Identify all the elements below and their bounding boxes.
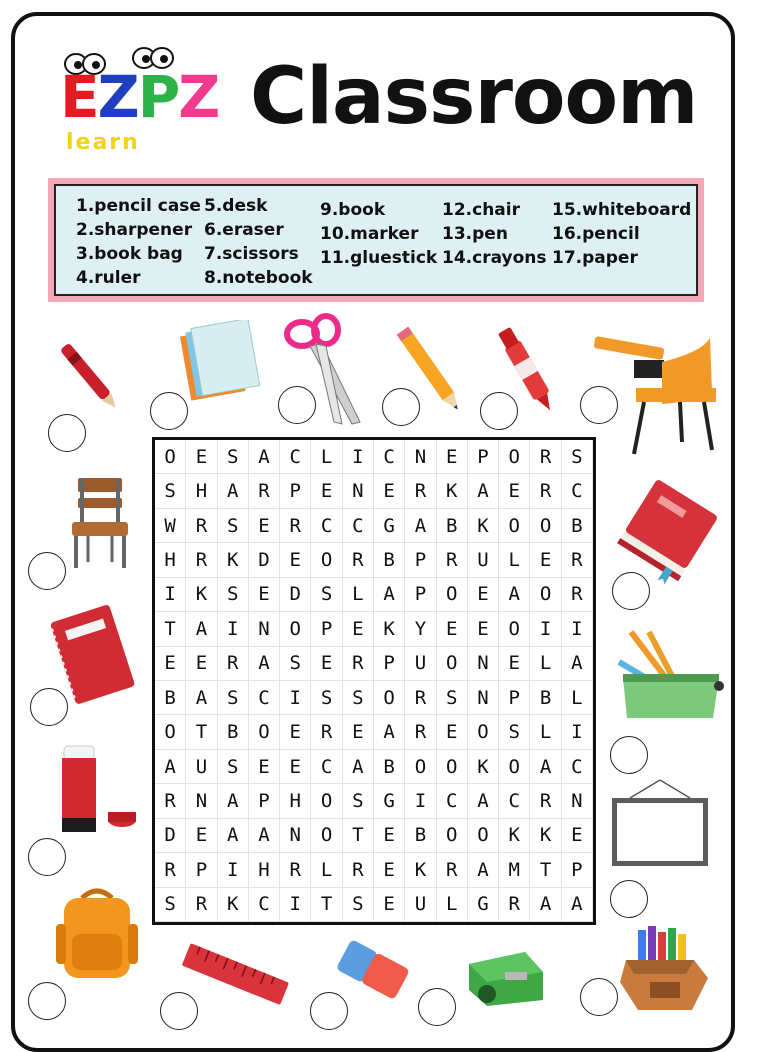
grid-cell[interactable]: K xyxy=(218,543,249,577)
grid-cell[interactable]: C xyxy=(374,440,405,474)
word-item: 3.book bag xyxy=(76,244,183,264)
grid-cell[interactable]: A xyxy=(218,784,249,818)
grid-cell[interactable]: C xyxy=(280,440,311,474)
grid-cell[interactable]: K xyxy=(186,578,217,612)
grid-cell[interactable]: D xyxy=(280,578,311,612)
grid-cell[interactable]: S xyxy=(343,681,374,715)
page-title: Classroom xyxy=(250,52,698,142)
grid-cell[interactable]: B xyxy=(374,543,405,577)
chair-icon xyxy=(68,476,133,571)
grid-cell[interactable]: N xyxy=(562,784,593,818)
word-item: 7.scissors xyxy=(204,244,299,264)
grid-cell[interactable]: I xyxy=(218,612,249,646)
grid-cell[interactable]: S xyxy=(155,474,186,508)
grid-cell[interactable]: R xyxy=(530,440,561,474)
grid-cell[interactable]: G xyxy=(374,784,405,818)
grid-cell[interactable]: A xyxy=(218,819,249,853)
grid-cell[interactable]: O xyxy=(499,440,530,474)
answer-circle[interactable] xyxy=(480,392,518,430)
eraser-icon xyxy=(334,936,410,1002)
word-item: 5.desk xyxy=(204,196,268,216)
grid-cell[interactable]: E xyxy=(374,474,405,508)
grid-cell[interactable]: A xyxy=(374,715,405,749)
grid-cell[interactable]: O xyxy=(530,509,561,543)
grid-cell[interactable]: E xyxy=(437,440,468,474)
grid-cell[interactable]: E xyxy=(311,647,342,681)
grid-cell[interactable]: E xyxy=(374,888,405,922)
grid-cell[interactable]: O xyxy=(499,750,530,784)
word-item: 15.whiteboard xyxy=(552,200,692,220)
answer-circle[interactable] xyxy=(612,572,650,610)
grid-cell[interactable]: R xyxy=(499,888,530,922)
grid-cell[interactable]: E xyxy=(437,612,468,646)
whiteboard-icon xyxy=(610,776,710,868)
answer-circle[interactable] xyxy=(28,982,66,1020)
word-search-grid xyxy=(152,437,596,925)
grid-cell[interactable]: K xyxy=(530,819,561,853)
word-item: 16.pencil xyxy=(552,224,640,244)
grid-cell[interactable]: C xyxy=(311,750,342,784)
grid-cell[interactable]: H xyxy=(186,474,217,508)
answer-circle[interactable] xyxy=(30,688,68,726)
word-item: 13.pen xyxy=(442,224,508,244)
grid-cell[interactable]: L xyxy=(499,543,530,577)
grid-cell[interactable]: I xyxy=(530,612,561,646)
grid-cell[interactable]: L xyxy=(562,681,593,715)
answer-circle[interactable] xyxy=(278,386,316,424)
grid-cell[interactable]: R xyxy=(280,853,311,887)
grid-cell[interactable]: T xyxy=(530,853,561,887)
grid-cell[interactable]: D xyxy=(155,819,186,853)
grid-cell[interactable]: E xyxy=(186,647,217,681)
grid-cell[interactable]: C xyxy=(437,784,468,818)
grid-cell[interactable]: S xyxy=(218,681,249,715)
grid-cell[interactable]: S xyxy=(311,578,342,612)
grid-cell[interactable]: O xyxy=(499,612,530,646)
grid-cell[interactable]: Y xyxy=(405,612,436,646)
grid-cell[interactable]: I xyxy=(280,681,311,715)
grid-cell[interactable]: E xyxy=(249,750,280,784)
grid-cell[interactable]: P xyxy=(186,853,217,887)
grid-cell[interactable]: U xyxy=(405,888,436,922)
word-item: 11.gluestick xyxy=(320,248,438,268)
word-item: 6.eraser xyxy=(204,220,284,240)
grid-cell[interactable]: A xyxy=(562,647,593,681)
grid-cell[interactable]: C xyxy=(249,888,280,922)
grid-cell[interactable]: R xyxy=(186,543,217,577)
grid-cell[interactable]: G xyxy=(374,509,405,543)
ezpz-logo xyxy=(52,40,219,155)
grid-cell[interactable]: E xyxy=(311,474,342,508)
grid-cell[interactable]: L xyxy=(311,853,342,887)
grid-cell[interactable]: R xyxy=(311,715,342,749)
grid-cell[interactable]: C xyxy=(343,509,374,543)
grid-cell[interactable]: R xyxy=(437,543,468,577)
grid-cell[interactable]: A xyxy=(562,888,593,922)
grid-cell[interactable]: B xyxy=(405,819,436,853)
grid-cell[interactable]: P xyxy=(499,681,530,715)
grid-cell[interactable]: N xyxy=(405,440,436,474)
grid-cell[interactable]: K xyxy=(405,853,436,887)
grid-cell[interactable]: O xyxy=(155,715,186,749)
grid-cell[interactable]: R xyxy=(280,509,311,543)
grid-cell[interactable]: E xyxy=(343,612,374,646)
grid-cell[interactable]: E xyxy=(499,474,530,508)
grid-cell[interactable]: B xyxy=(155,681,186,715)
answer-circle[interactable] xyxy=(610,880,648,918)
word-item: 12.chair xyxy=(442,200,520,220)
grid-cell[interactable]: B xyxy=(218,715,249,749)
grid-cell[interactable]: S xyxy=(311,681,342,715)
grid-cell[interactable]: L xyxy=(437,888,468,922)
grid-cell[interactable]: E xyxy=(499,647,530,681)
grid-cell[interactable]: E xyxy=(468,612,499,646)
word-item: 17.paper xyxy=(552,248,638,268)
grid-cell[interactable]: R xyxy=(530,474,561,508)
grid-cell[interactable]: T xyxy=(155,612,186,646)
word-column-1 xyxy=(76,194,201,290)
ruler-icon xyxy=(178,940,292,1010)
logo-letters: EZPZ xyxy=(60,63,219,131)
grid-cell[interactable]: O xyxy=(311,543,342,577)
grid-cell[interactable]: S xyxy=(218,509,249,543)
grid-cell[interactable]: O xyxy=(155,440,186,474)
grid-cell[interactable]: A xyxy=(218,474,249,508)
word-item: 9.book xyxy=(320,200,386,220)
grid-cell[interactable]: M xyxy=(499,853,530,887)
grid-cell[interactable]: U xyxy=(405,647,436,681)
grid-cell[interactable]: G xyxy=(468,888,499,922)
grid-cell[interactable]: I xyxy=(405,784,436,818)
pen-icon xyxy=(55,335,125,420)
word-column-5 xyxy=(552,198,691,270)
grid-cell[interactable]: R xyxy=(343,853,374,887)
grid-cell[interactable]: A xyxy=(343,750,374,784)
pencil-case-icon xyxy=(617,628,727,723)
grid-cell[interactable]: E xyxy=(280,750,311,784)
grid-cell[interactable]: A xyxy=(405,509,436,543)
grid-cell[interactable]: O xyxy=(311,819,342,853)
grid-cell[interactable]: T xyxy=(311,888,342,922)
grid-cell[interactable]: C xyxy=(562,474,593,508)
grid-cell[interactable]: R xyxy=(343,647,374,681)
grid-cell[interactable]: O xyxy=(405,750,436,784)
grid-cell[interactable]: S xyxy=(218,750,249,784)
grid-cell[interactable]: A xyxy=(249,440,280,474)
answer-circle[interactable] xyxy=(48,414,86,452)
grid-cell[interactable]: H xyxy=(249,853,280,887)
grid-cell[interactable]: P xyxy=(405,543,436,577)
answer-circle[interactable] xyxy=(382,388,420,426)
grid-cell[interactable]: R xyxy=(530,784,561,818)
grid-cell[interactable]: P xyxy=(562,853,593,887)
grid-cell[interactable]: T xyxy=(186,715,217,749)
grid-cell[interactable]: S xyxy=(218,440,249,474)
grid-cell[interactable]: N xyxy=(468,647,499,681)
grid-cell[interactable]: A xyxy=(374,578,405,612)
word-column-3 xyxy=(320,198,437,270)
grid-cell[interactable]: U xyxy=(186,750,217,784)
grid-cell[interactable]: E xyxy=(186,819,217,853)
grid-cell[interactable]: W xyxy=(155,509,186,543)
grid-cell[interactable]: L xyxy=(530,647,561,681)
grid-cell[interactable]: N xyxy=(343,474,374,508)
grid-cell[interactable]: O xyxy=(437,647,468,681)
sharpener-icon xyxy=(465,942,547,1008)
grid-cell[interactable]: E xyxy=(280,715,311,749)
answer-circle[interactable] xyxy=(310,992,348,1030)
grid-cell[interactable]: R xyxy=(405,715,436,749)
grid-cell[interactable]: R xyxy=(186,509,217,543)
answer-circle[interactable] xyxy=(418,988,456,1026)
grid-cell[interactable]: S xyxy=(343,888,374,922)
grid-cell[interactable]: P xyxy=(249,784,280,818)
grid-cell[interactable]: O xyxy=(468,715,499,749)
grid-cell[interactable]: E xyxy=(562,819,593,853)
grid-cell[interactable]: O xyxy=(437,578,468,612)
grid-cell[interactable]: K xyxy=(218,888,249,922)
answer-circle[interactable] xyxy=(28,552,66,590)
grid-cell[interactable]: E xyxy=(249,509,280,543)
grid-cell[interactable]: N xyxy=(468,681,499,715)
grid-cell[interactable]: A xyxy=(186,681,217,715)
grid-cell[interactable]: E xyxy=(530,543,561,577)
grid-cell[interactable]: C xyxy=(562,750,593,784)
word-list-box xyxy=(48,178,704,302)
grid-cell[interactable]: R xyxy=(155,853,186,887)
grid-cell[interactable]: S xyxy=(155,888,186,922)
grid-cell[interactable]: C xyxy=(311,509,342,543)
paper-icon xyxy=(175,320,265,405)
grid-cell[interactable]: B xyxy=(437,509,468,543)
grid-cell[interactable]: I xyxy=(218,853,249,887)
grid-cell[interactable]: R xyxy=(562,578,593,612)
grid-cell[interactable]: R xyxy=(437,853,468,887)
grid-cell[interactable]: A xyxy=(155,750,186,784)
grid-cell[interactable]: A xyxy=(249,819,280,853)
grid-cell[interactable]: E xyxy=(437,715,468,749)
grid-cell[interactable]: L xyxy=(343,578,374,612)
grid-cell[interactable]: T xyxy=(343,819,374,853)
book-bag-icon xyxy=(54,884,140,982)
grid-cell[interactable]: E xyxy=(343,715,374,749)
grid-cell[interactable]: A xyxy=(499,578,530,612)
word-item: 8.notebook xyxy=(204,268,313,288)
grid-cell[interactable]: E xyxy=(468,578,499,612)
word-column-4 xyxy=(442,198,547,270)
word-list-inner xyxy=(54,184,698,296)
grid-cell[interactable]: K xyxy=(437,474,468,508)
grid-cell[interactable]: N xyxy=(186,784,217,818)
grid-cell[interactable]: S xyxy=(280,647,311,681)
grid-cell[interactable]: P xyxy=(280,474,311,508)
grid-cell[interactable]: S xyxy=(343,784,374,818)
grid-cell[interactable]: R xyxy=(155,784,186,818)
grid-cell[interactable]: I xyxy=(280,888,311,922)
grid-cell[interactable]: H xyxy=(155,543,186,577)
word-item: 10.marker xyxy=(320,224,419,244)
grid-cell[interactable]: I xyxy=(562,612,593,646)
grid-cell[interactable]: R xyxy=(249,474,280,508)
grid-cell[interactable]: E xyxy=(374,853,405,887)
grid-cell[interactable]: E xyxy=(186,440,217,474)
grid-cell[interactable]: O xyxy=(499,509,530,543)
grid-cell[interactable]: P xyxy=(374,647,405,681)
grid-cell[interactable]: O xyxy=(437,819,468,853)
grid-cell[interactable]: P xyxy=(468,440,499,474)
grid-cell[interactable]: O xyxy=(280,612,311,646)
crayons-icon xyxy=(616,922,712,1012)
grid-cell[interactable]: A xyxy=(530,888,561,922)
grid-cell[interactable]: E xyxy=(374,819,405,853)
answer-circle[interactable] xyxy=(28,838,66,876)
grid-cell[interactable]: K xyxy=(374,612,405,646)
grid-cell[interactable]: O xyxy=(530,578,561,612)
grid-cell[interactable]: N xyxy=(280,819,311,853)
grid-cell[interactable]: I xyxy=(562,715,593,749)
word-item: 2.sharpener xyxy=(76,220,193,240)
grid-cell[interactable]: U xyxy=(468,543,499,577)
grid-cell[interactable]: K xyxy=(499,819,530,853)
grid-cell[interactable]: O xyxy=(468,819,499,853)
grid-cell[interactable]: O xyxy=(374,681,405,715)
grid-cell[interactable]: D xyxy=(249,543,280,577)
grid-cell[interactable]: A xyxy=(249,647,280,681)
grid-cell[interactable]: R xyxy=(186,888,217,922)
word-item: 4.ruler xyxy=(76,268,141,288)
word-column-2 xyxy=(204,194,313,290)
grid-cell[interactable]: S xyxy=(437,681,468,715)
grid-cell[interactable]: R xyxy=(343,543,374,577)
grid-cell[interactable]: R xyxy=(405,474,436,508)
grid-cell[interactable]: A xyxy=(468,784,499,818)
grid-cell[interactable]: L xyxy=(530,715,561,749)
grid-cell[interactable]: A xyxy=(186,612,217,646)
grid-cell[interactable]: S xyxy=(562,440,593,474)
grid-cell[interactable]: S xyxy=(218,578,249,612)
grid-cell[interactable]: E xyxy=(280,543,311,577)
grid-cell[interactable]: R xyxy=(218,647,249,681)
grid-cell[interactable]: L xyxy=(311,440,342,474)
grid-cell[interactable]: N xyxy=(249,612,280,646)
grid-cell[interactable]: E xyxy=(155,647,186,681)
answer-circle[interactable] xyxy=(150,392,188,430)
answer-circle[interactable] xyxy=(610,736,648,774)
grid-cell[interactable]: A xyxy=(468,474,499,508)
grid-cell[interactable]: E xyxy=(249,578,280,612)
word-item: 1.pencil case xyxy=(76,196,201,216)
grid-cell[interactable]: O xyxy=(311,784,342,818)
grid-cell[interactable]: S xyxy=(499,715,530,749)
grid-cell[interactable]: K xyxy=(468,750,499,784)
gluestick-icon xyxy=(56,744,140,836)
answer-circle[interactable] xyxy=(160,992,198,1030)
grid-cell[interactable]: K xyxy=(468,509,499,543)
grid-cell[interactable]: I xyxy=(155,578,186,612)
logo-tagline: learn xyxy=(66,130,140,155)
grid-cell[interactable]: C xyxy=(499,784,530,818)
word-item: 14.crayons xyxy=(442,248,547,268)
grid-cell[interactable]: C xyxy=(249,681,280,715)
grid-cell[interactable]: A xyxy=(530,750,561,784)
grid-cell[interactable]: A xyxy=(468,853,499,887)
grid-cell[interactable]: R xyxy=(405,681,436,715)
grid-cell[interactable]: O xyxy=(249,715,280,749)
grid-cell[interactable]: P xyxy=(311,612,342,646)
grid-cell[interactable]: B xyxy=(562,509,593,543)
grid-cell[interactable]: H xyxy=(280,784,311,818)
answer-circle[interactable] xyxy=(580,978,618,1016)
grid-cell[interactable]: P xyxy=(405,578,436,612)
grid-cell[interactable]: O xyxy=(437,750,468,784)
grid-cell[interactable]: R xyxy=(562,543,593,577)
answer-circle[interactable] xyxy=(580,386,618,424)
grid-cell[interactable]: B xyxy=(374,750,405,784)
grid-cell[interactable]: I xyxy=(343,440,374,474)
grid-cell[interactable]: B xyxy=(530,681,561,715)
